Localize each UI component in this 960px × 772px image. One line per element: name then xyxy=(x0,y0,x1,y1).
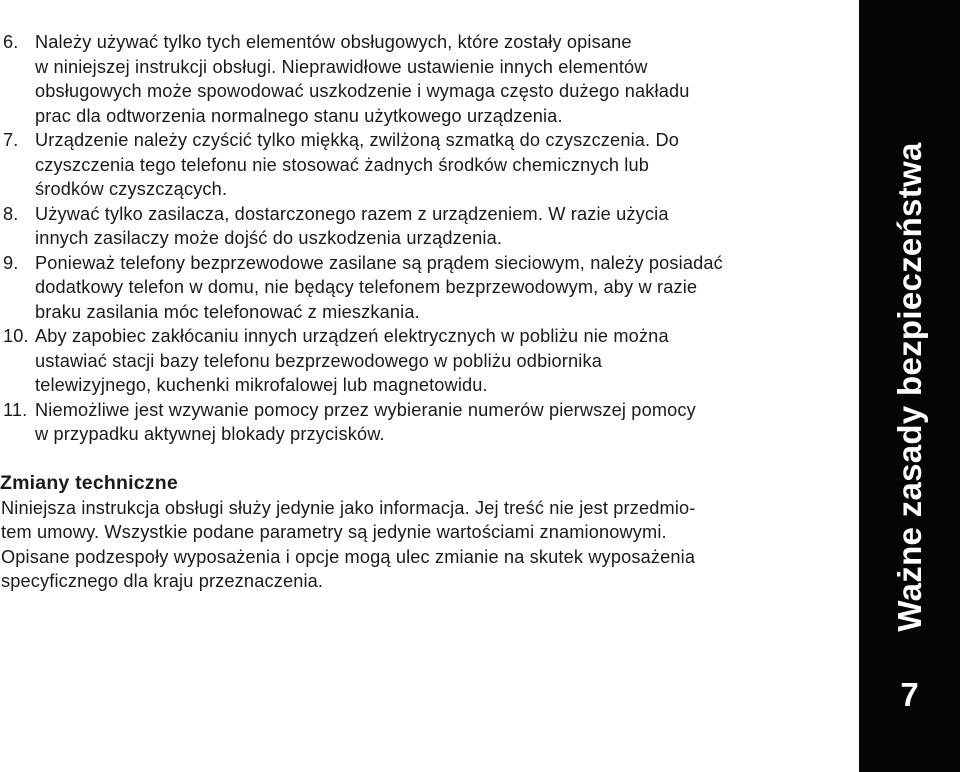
item-line: w przypadku aktywnej blokady przycisków. xyxy=(35,424,385,444)
item-number: 7. xyxy=(3,130,19,150)
item-line: środków czyszczących. xyxy=(35,179,228,199)
document-body xyxy=(0,30,845,594)
list-item-9 xyxy=(0,251,845,325)
item-line: czyszczenia tego telefonu nie stosować żadnych środków chemicznych lub xyxy=(35,154,650,175)
item-line: Używać tylko zasilacza, dostarczonego razem z urządzeniem. W razie użycia xyxy=(35,203,669,224)
paragraph-line: Niniejsza instrukcja obsługi służy jedynie jako informacja. Jej treść nie jest przedmio- xyxy=(1,497,696,518)
section-paragraph xyxy=(0,496,845,594)
item-line: w niniejszej instrukcji obsługi. Nieprawidłowe ustawienie innych elementów xyxy=(35,56,648,77)
paragraph-line: Opisane podzespoły wyposażenia i opcje mogą ulec zmianie na skutek wyposażenia xyxy=(1,546,696,567)
list-item-10 xyxy=(0,324,845,398)
item-line: innych zasilaczy może dojść do uszkodzenia urządzenia. xyxy=(35,228,503,248)
item-line: Urządzenie należy czyścić tylko miękką, zwilżoną szmatką do czyszczenia. Do xyxy=(35,130,679,150)
item-line: dodatkowy telefon w domu, nie będący telefonem bezprzewodowym, aby w razie xyxy=(35,277,698,297)
page-number: 7 xyxy=(900,676,919,713)
item-line: braku zasilania móc telefonować z mieszkania. xyxy=(35,301,420,322)
chapter-title: Ważne zasady bezpieczeństwa xyxy=(890,142,928,632)
list-item-7 xyxy=(0,128,845,202)
item-number: 10. xyxy=(3,326,29,346)
item-line: Niemożliwe jest wzywanie pomocy przez wybieranie numerów pierwszej pomocy xyxy=(35,399,696,420)
item-number: 9. xyxy=(3,252,19,273)
chapter-sidebar xyxy=(859,0,960,772)
item-number: 8. xyxy=(3,203,19,224)
item-line: Ponieważ telefony bezprzewodowe zasilane są prądem sieciowym, należy posiadać xyxy=(35,252,723,273)
item-number: 11. xyxy=(3,399,28,420)
paragraph-line: specyficznego dla kraju przeznaczenia. xyxy=(1,571,324,591)
numbered-list xyxy=(0,30,845,447)
paragraph-line: tem umowy. Wszystkie podane parametry są jedynie wartościami znamionowymi. xyxy=(1,522,667,542)
item-line: Należy używać tylko tych elementów obsługowych, które zostały opisane xyxy=(35,32,632,52)
item-line: ustawiać stacji bazy telefonu bezprzewodowego w pobliżu odbiornika xyxy=(35,350,602,371)
list-item-11 xyxy=(0,398,845,447)
list-item-8 xyxy=(0,202,845,251)
list-item-6 xyxy=(0,30,845,128)
item-number: 6. xyxy=(3,32,19,52)
section-heading: Zmiany techniczne xyxy=(0,471,178,494)
item-line: telewizyjnego, kuchenki mikrofalowej lub magnetowidu. xyxy=(35,375,488,395)
item-line: prac dla odtworzenia normalnego stanu użytkowego urządzenia. xyxy=(35,105,563,126)
item-line: Aby zapobiec zakłócaniu innych urządzeń elektrycznych w pobliżu nie można xyxy=(35,326,669,346)
item-line: obsługowych może spowodować uszkodzenie i wymaga często dużego nakładu xyxy=(35,81,690,101)
